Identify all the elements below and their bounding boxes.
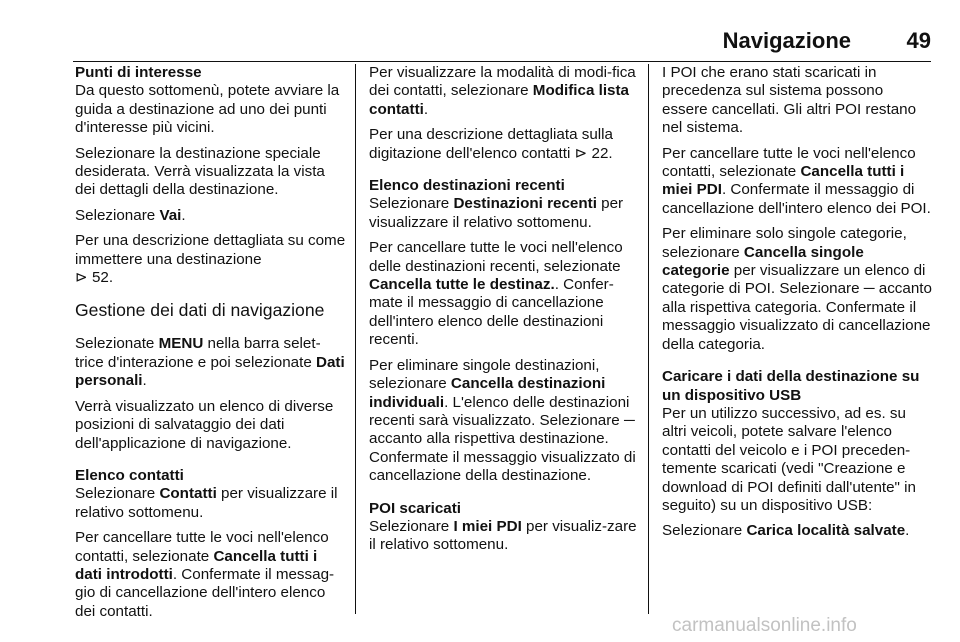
page-title: Navigazione	[722, 28, 851, 53]
page-reference[interactable]: 52.	[91, 269, 114, 287]
ui-term: Modifica lista contatti	[369, 82, 630, 118]
ui-term: Vai	[159, 206, 182, 224]
paragraph: Per cancellare tutte le voci nell'elenco contatti, selezionate Cancella tutti i miei PDI. Confermate il messaggio di cancellazione dell'intero elenco dei POI.	[662, 144, 931, 217]
paragraph: Da questo sottomenù, potete avviare la guida a destinazione ad uno dei punti d'interesse più vicini.	[75, 82, 340, 137]
ui-term: I miei PDI	[453, 517, 522, 535]
ui-term: Carica località salvate	[746, 522, 906, 540]
paragraph: Per cancellare tutte le voci nell'elenco contatti, selezionate Cancella tutti i dati introdotti. Confermate il messag-gio di cancellazione dell'intero elenco dei contatti.	[75, 529, 335, 620]
ui-term: Dati personali	[75, 353, 345, 390]
ui-term: Destinazioni recenti	[453, 195, 597, 213]
paragraph: Verrà visualizzato un elenco di diverse posizioni di salvataggio dei dati dell'applicazione di navigazione.	[75, 397, 334, 452]
page-header	[73, 28, 931, 58]
section-heading: Punti di interesse	[75, 64, 202, 81]
ui-term: Cancella destinazioni individuali	[369, 375, 606, 411]
paragraph: Selezionare Vai.	[75, 206, 186, 224]
ui-term: Cancella tutti i dati introdotti	[75, 547, 318, 583]
header-rule	[73, 61, 931, 62]
paragraph: Per cancellare tutte le voci nell'elenco delle destinazioni recenti, selezionate Cancella tutte le destinaz.. Confer-mate il messaggio di cancellazione dell'intero elenco delle destinazioni recenti.	[369, 239, 623, 349]
column-divider	[355, 64, 356, 614]
paragraph: Per eliminare solo singole categorie, selezionare Cancella singole categorie per visualizzare un elenco di categorie di POI. Selezionare ─ accanto alla rispettiva categoria. Confermate il messaggio visualizzato di cancellazione della categoria.	[662, 225, 932, 353]
paragraph: I POI che erano stati scaricati in precedenza sul sistema possono essere cancellati. Gli altri POI restano nel sistema.	[662, 64, 917, 137]
column-divider	[648, 64, 649, 614]
paragraph: Selezionate MENU nella barra selet-trice d'interazione e poi selezionate Dati personali.	[75, 335, 345, 390]
section-heading: Caricare i dati della destinazione su un dispositivo USB	[662, 368, 920, 404]
page-reference-arrow-icon: ⊳	[574, 144, 588, 162]
paragraph: Per visualizzare la modalità di modi-fica dei contatti, selezionare Modifica lista contatti.	[369, 64, 636, 118]
column-right	[662, 64, 932, 548]
paragraph: Selezionare I miei PDI per visualiz-zare il relativo sottomenu.	[369, 517, 637, 554]
chapter-heading: Gestione dei dati di navigazione	[75, 300, 325, 321]
page-reference[interactable]: 22.	[591, 144, 613, 162]
paragraph: Selezionare Contatti per visualizzare il relativo sottomenu.	[75, 485, 338, 521]
column-left	[75, 64, 347, 628]
paragraph: Selezionare la destinazione speciale desiderata. Verrà visualizzata la vista dei dettagli della destinazione.	[75, 144, 325, 199]
ui-term: Contatti	[159, 485, 217, 503]
section-heading: POI scaricati	[369, 499, 462, 517]
section-heading: Elenco destinazioni recenti	[369, 177, 565, 195]
section-heading: Elenco contatti	[75, 466, 184, 484]
page-number: 49	[906, 28, 931, 53]
ui-term: Cancella tutti i miei PDI	[662, 163, 905, 199]
paragraph: Per un utilizzo successivo, ad es. su altri veicoli, potete salvare l'elenco contatti del veicolo e i POI preceden-temente scaricati (vedi "Creazione e download di POI definiti dall'utente" in seguito) su un dispositivo USB:	[662, 404, 916, 514]
paragraph: Selezionare Carica località salvate.	[662, 522, 910, 540]
ui-term: Cancella singole categorie	[662, 243, 864, 280]
page-reference-arrow-icon: ⊳	[75, 269, 88, 287]
paragraph: Per eliminare singole destinazioni, selezionare Cancella destinazioni individuali. L'elenco delle destinazioni recenti sarà visualizzato. Selezionare ─ accanto alla rispettiva destinazione. Confermate il messaggio visualizzato di cancellazione della destinazione.	[369, 356, 636, 485]
ui-term: Cancella tutte le destinaz.	[369, 276, 555, 294]
column-middle	[369, 64, 639, 562]
watermark: carmanualsonline.info	[672, 615, 857, 636]
paragraph: Per una descrizione dettagliata su come immettere una destinazione ⊳ 52.	[75, 232, 346, 287]
paragraph: Per una descrizione dettagliata sulla digitazione dell'elenco contatti ⊳ 22.	[369, 126, 613, 162]
ui-term: MENU	[158, 335, 204, 353]
paragraph: Selezionare Destinazioni recenti per visualizzare il relativo sottomenu.	[369, 195, 624, 231]
